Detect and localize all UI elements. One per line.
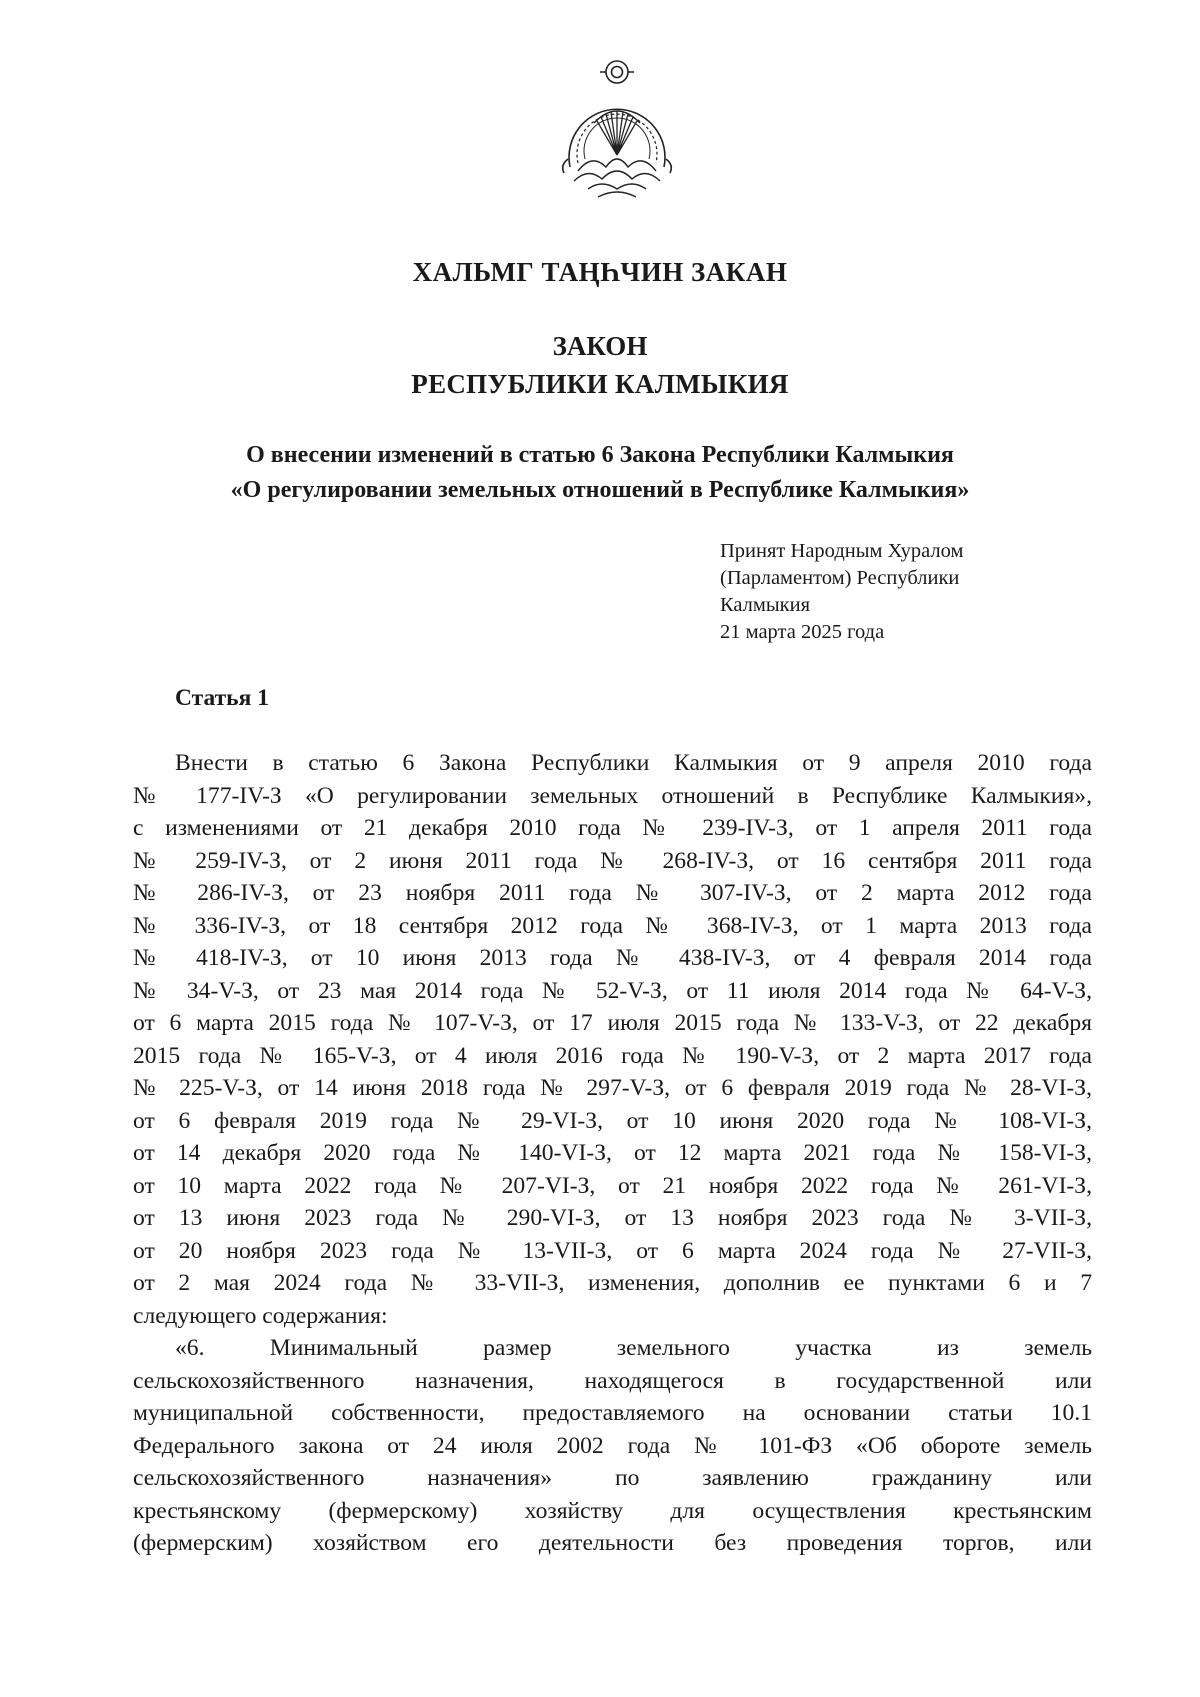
article-line: «6. Минимальный размер земельного участка из земель (175, 1335, 1092, 1361)
article-line: № 177-IV-З «О регулировании земельных отношений в Республике Калмыкия», (133, 782, 1092, 809)
title-kalmyk: ХАЛЬМГ ТАҢҺЧИН ЗАКАН (412, 257, 788, 287)
article-line: от 14 декабря 2020 года № 140-VI-З, от 12 марта 2021 года № 158-VI-З, (133, 1140, 1092, 1166)
article-line: от 13 июня 2023 года № 290-VI-З, от 13 ноября 2023 года № 3-VII-З, (133, 1205, 1092, 1231)
article-line: № 336-IV-З, от 18 сентября 2012 года № 368-IV-З, от 1 марта 2013 года (133, 912, 1092, 939)
article-line: Внести в статью 6 Закона Республики Калмыкия от 9 апреля 2010 года (175, 750, 1092, 776)
kalmykia-emblem-icon (548, 55, 686, 205)
article-line: 2015 года № 165-V-З, от 4 июля 2016 года № 190-V-З, от 2 марта 2017 года (133, 1042, 1092, 1069)
article-line: от 6 марта 2015 года № 107-V-З, от 17 июля 2015 года № 133-V-З, от 22 декабря (133, 1010, 1092, 1036)
law-subject-line-1: О внесении изменений в статью 6 Закона Республики Калмыкия (246, 442, 954, 468)
title-republic: РЕСПУБЛИКИ КАЛМЫКИЯ (411, 369, 789, 399)
article-line: № 34-V-З, от 23 мая 2014 года № 52-V-З, от 11 июля 2014 года № 64-V-З, (133, 977, 1092, 1004)
article-line: от 2 мая 2024 года № 33-VII-З, изменения, дополнив ее пунктами 6 и 7 (133, 1270, 1092, 1296)
article-line: № 225-V-З, от 14 июня 2018 года № 297-V-З, от 6 февраля 2019 года № 28-VI-З, (133, 1075, 1092, 1101)
article-heading: Статья 1 (175, 685, 269, 711)
law-subject-line-2: «О регулировании земельных отношений в Республике Калмыкия» (230, 477, 970, 503)
adoption-line-1: Принят Народным Хуралом (720, 540, 964, 562)
article-line: крестьянскому (фермерскому) хозяйству для осуществления крестьянским (133, 1497, 1092, 1524)
article-line: муниципальной собственности, предоставляемого на основании статьи 10.1 (133, 1400, 1092, 1426)
article-line: № 418-IV-З, от 10 июня 2013 года № 438-IV-З, от 4 февраля 2014 года (133, 945, 1092, 971)
article-line: сельскохозяйственного назначения» по заявлению гражданину или (133, 1465, 1092, 1491)
title-law: ЗАКОН (552, 331, 648, 361)
article-line: № 286-IV-З, от 23 ноября 2011 года № 307-IV-З, от 2 марта 2012 года (133, 880, 1092, 906)
adoption-date: 21 марта 2025 года (720, 621, 885, 643)
article-line: (фермерским) хозяйством его деятельности без проведения торгов, или (133, 1530, 1092, 1556)
article-line: Федерального закона от 24 июля 2002 года № 101-ФЗ «Об обороте земель (133, 1432, 1092, 1459)
article-line: сельскохозяйственного назначения, находящегося в государственной или (133, 1367, 1092, 1394)
article-body (133, 747, 1092, 1560)
adoption-block (720, 538, 963, 646)
article-line: № 259-IV-З, от 2 июня 2011 года № 268-IV-З, от 16 сентября 2011 года (133, 847, 1092, 874)
adoption-line-2: (Парламентом) Республики (720, 567, 960, 589)
adoption-line-3: Калмыкия (720, 594, 811, 616)
article-line: от 10 марта 2022 года № 207-VI-З, от 21 ноября 2022 года № 261-VI-З, (133, 1172, 1092, 1199)
article-line: следующего содержания: (133, 1302, 388, 1329)
article-line: от 6 февраля 2019 года № 29-VI-З, от 10 июня 2020 года № 108-VI-З, (133, 1107, 1092, 1134)
article-line: с изменениями от 21 декабря 2010 года № 239-IV-З, от 1 апреля 2011 года (133, 815, 1092, 841)
article-line: от 20 ноября 2023 года № 13-VII-З, от 6 марта 2024 года № 27-VII-З, (133, 1237, 1092, 1264)
